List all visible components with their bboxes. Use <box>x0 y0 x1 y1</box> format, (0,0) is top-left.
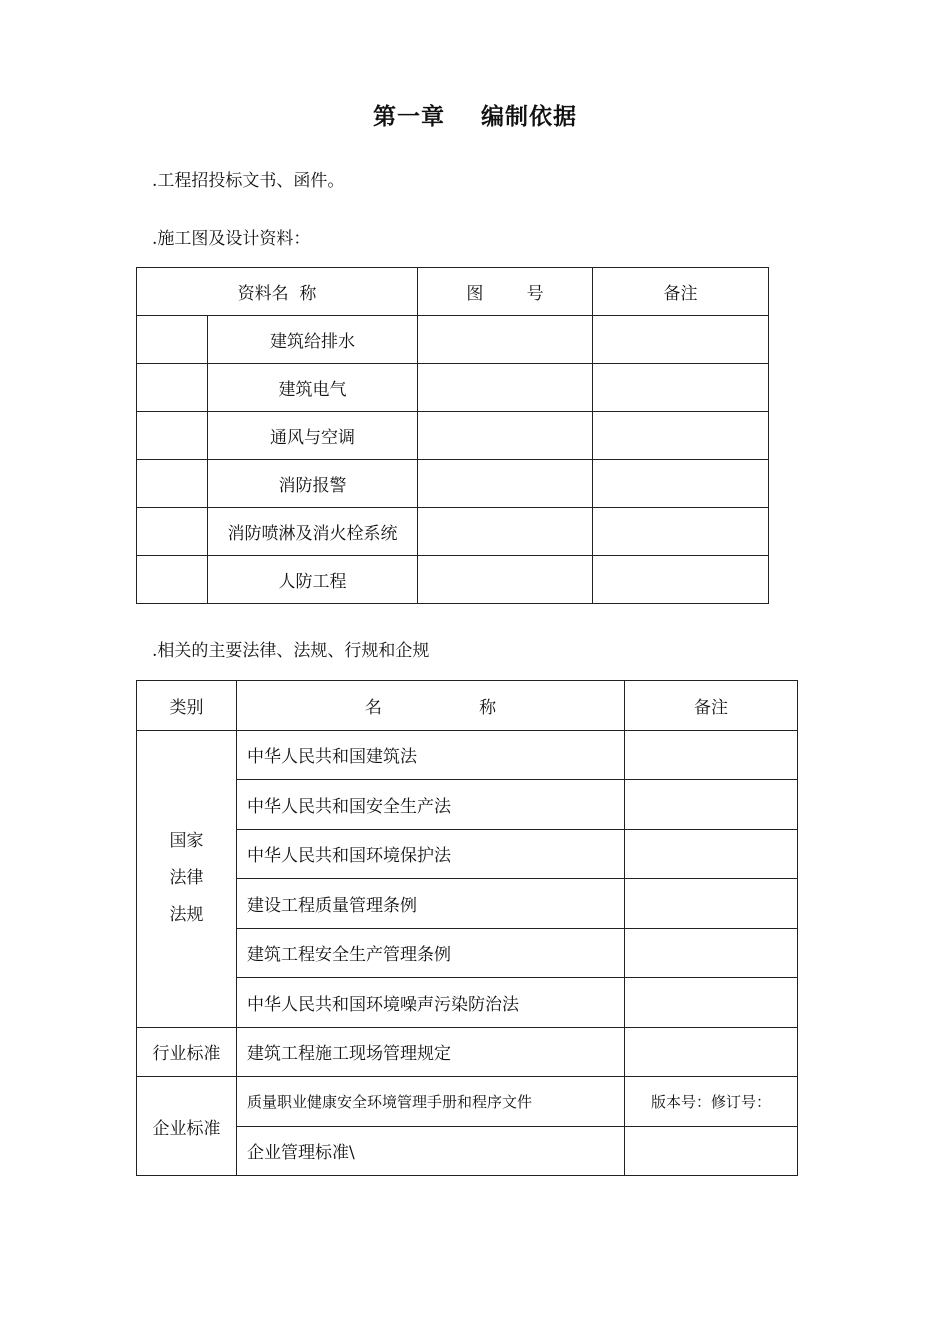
remark-cell <box>593 556 769 604</box>
regulation-name: 企业管理标准\ <box>237 1126 625 1176</box>
drawing-name: 通风与空调 <box>208 412 418 460</box>
table-row <box>137 1077 798 1127</box>
remark-cell <box>593 364 769 412</box>
remark-cell <box>593 508 769 556</box>
table-row <box>137 1126 798 1176</box>
regulations-table <box>136 680 798 1176</box>
header-remark: 备注 <box>593 268 769 316</box>
category-national-laws <box>137 730 237 1027</box>
empty-cell <box>137 412 208 460</box>
regulation-name: 中华人民共和国环境噪声污染防治法 <box>237 978 625 1028</box>
regulation-name: 建设工程质量管理条例 <box>237 879 625 929</box>
item-laws-regulations: .相关的主要法律、法规、行规和企规 <box>152 641 430 661</box>
drawing-name: 人防工程 <box>208 556 418 604</box>
header-drawing-number: 图 号 <box>418 268 593 316</box>
table-row <box>137 928 798 978</box>
remark-cell <box>593 412 769 460</box>
item-construction-drawings: .施工图及设计资料： <box>152 229 311 249</box>
empty-cell <box>137 460 208 508</box>
drawing-name: 建筑给排水 <box>208 316 418 364</box>
table-row <box>137 316 769 364</box>
header-remark: 备注 <box>625 681 798 731</box>
header-category: 类别 <box>137 681 237 731</box>
remark-cell <box>625 780 798 830</box>
regulation-name: 中华人民共和国安全生产法 <box>237 780 625 830</box>
table-row <box>137 879 798 929</box>
remark-cell <box>593 316 769 364</box>
table-row <box>137 829 798 879</box>
remark-cell <box>593 460 769 508</box>
remark-cell <box>625 1027 798 1077</box>
regulation-name: 建筑工程施工现场管理规定 <box>237 1027 625 1077</box>
table-row <box>137 508 769 556</box>
regulation-name: 质量职业健康安全环境管理手册和程序文件 <box>237 1077 625 1127</box>
drawing-name: 消防报警 <box>208 460 418 508</box>
drawings-table <box>136 267 769 604</box>
drawing-number-cell <box>418 364 593 412</box>
regulation-name: 建筑工程安全生产管理条例 <box>237 928 625 978</box>
version-remark: 版本号：修订号： <box>625 1077 798 1127</box>
item-tender-documents: .工程招投标文书、函件。 <box>152 171 345 191</box>
header-name: 资料名 称 <box>137 268 418 316</box>
remark-cell <box>625 879 798 929</box>
category-industry-standard: 行业标准 <box>137 1027 237 1077</box>
table-row <box>137 780 798 830</box>
remark-cell <box>625 1126 798 1176</box>
table-row <box>137 460 769 508</box>
remark-cell <box>625 928 798 978</box>
drawing-number-cell <box>418 412 593 460</box>
empty-cell <box>137 556 208 604</box>
empty-cell <box>137 364 208 412</box>
category-line: 法律 <box>169 868 204 888</box>
table-row <box>137 730 798 780</box>
drawing-name: 建筑电气 <box>208 364 418 412</box>
remark-cell <box>625 730 798 780</box>
table-header-row <box>137 681 798 731</box>
drawing-number-cell <box>418 556 593 604</box>
page-title: 第一章 编制依据 <box>372 104 578 130</box>
table-row <box>137 364 769 412</box>
regulation-name: 中华人民共和国环境保护法 <box>237 829 625 879</box>
drawing-number-cell <box>418 316 593 364</box>
header-name: 名 称 <box>237 681 625 731</box>
drawing-number-cell <box>418 460 593 508</box>
table-row <box>137 556 769 604</box>
drawing-number-cell <box>418 508 593 556</box>
table-row <box>137 412 769 460</box>
remark-cell <box>625 829 798 879</box>
table-row <box>137 978 798 1028</box>
empty-cell <box>137 508 208 556</box>
regulation-name: 中华人民共和国建筑法 <box>237 730 625 780</box>
category-line: 国家 <box>169 831 204 851</box>
category-line: 法规 <box>169 905 204 925</box>
table-header-row <box>137 268 769 316</box>
category-enterprise-standard: 企业标准 <box>137 1077 237 1176</box>
empty-cell <box>137 316 208 364</box>
remark-cell <box>625 978 798 1028</box>
drawing-name: 消防喷淋及消火栓系统 <box>208 508 418 556</box>
table-row <box>137 1027 798 1077</box>
